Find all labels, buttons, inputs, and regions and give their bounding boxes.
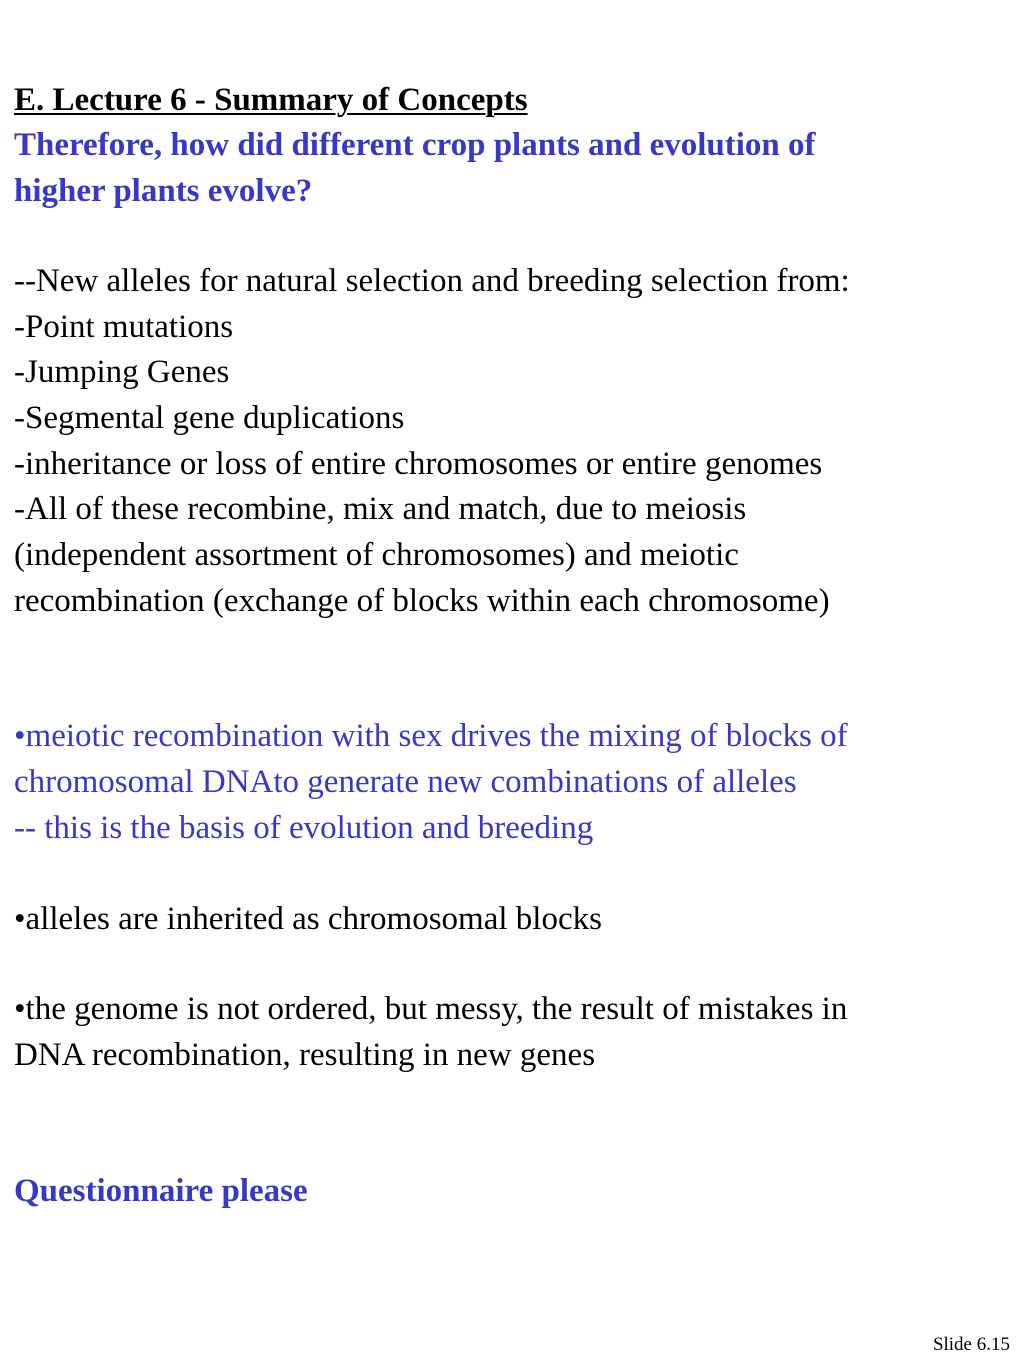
- source-item: -inheritance or loss of entire chromosomes or entire genomes: [14, 446, 823, 482]
- source-item: (independent assortment of chromosomes) and meiotic: [14, 537, 739, 573]
- alleles-bullet: •alleles are inherited as chromosomal blocks: [14, 901, 602, 937]
- source-item: -Jumping Genes: [14, 354, 230, 390]
- meiosis-bullet-line-3: -- this is the basis of evolution and breeding: [14, 810, 594, 846]
- sources-intro: --New alleles for natural selection and breeding selection from:: [14, 263, 850, 299]
- genome-bullet-line-2: DNA recombination, resulting in new genes: [14, 1037, 596, 1073]
- source-item: recombination (exchange of blocks within each chromosome): [14, 583, 830, 619]
- slide-number: Slide 6.15: [932, 1334, 1010, 1355]
- slide: [14, 0, 1014, 1365]
- meiosis-bullet-line-2: chromosomal DNAto generate new combinations of alleles: [14, 764, 797, 800]
- question-line-2: higher plants evolve?: [14, 173, 313, 209]
- questionnaire-prompt: Questionnaire please: [14, 1173, 308, 1209]
- source-item: -Point mutations: [14, 309, 234, 345]
- source-item: -Segmental gene duplications: [14, 400, 405, 436]
- meiosis-bullet-line-1: •meiotic recombination with sex drives the mixing of blocks of: [14, 718, 848, 754]
- source-item: -All of these recombine, mix and match, due to meiosis: [14, 491, 747, 527]
- question-line-1: Therefore, how did different crop plants and evolution of: [14, 127, 816, 163]
- slide-title: E. Lecture 6 - Summary of Concepts: [14, 82, 528, 118]
- genome-bullet-line-1: •the genome is not ordered, but messy, the result of mistakes in: [14, 991, 848, 1027]
